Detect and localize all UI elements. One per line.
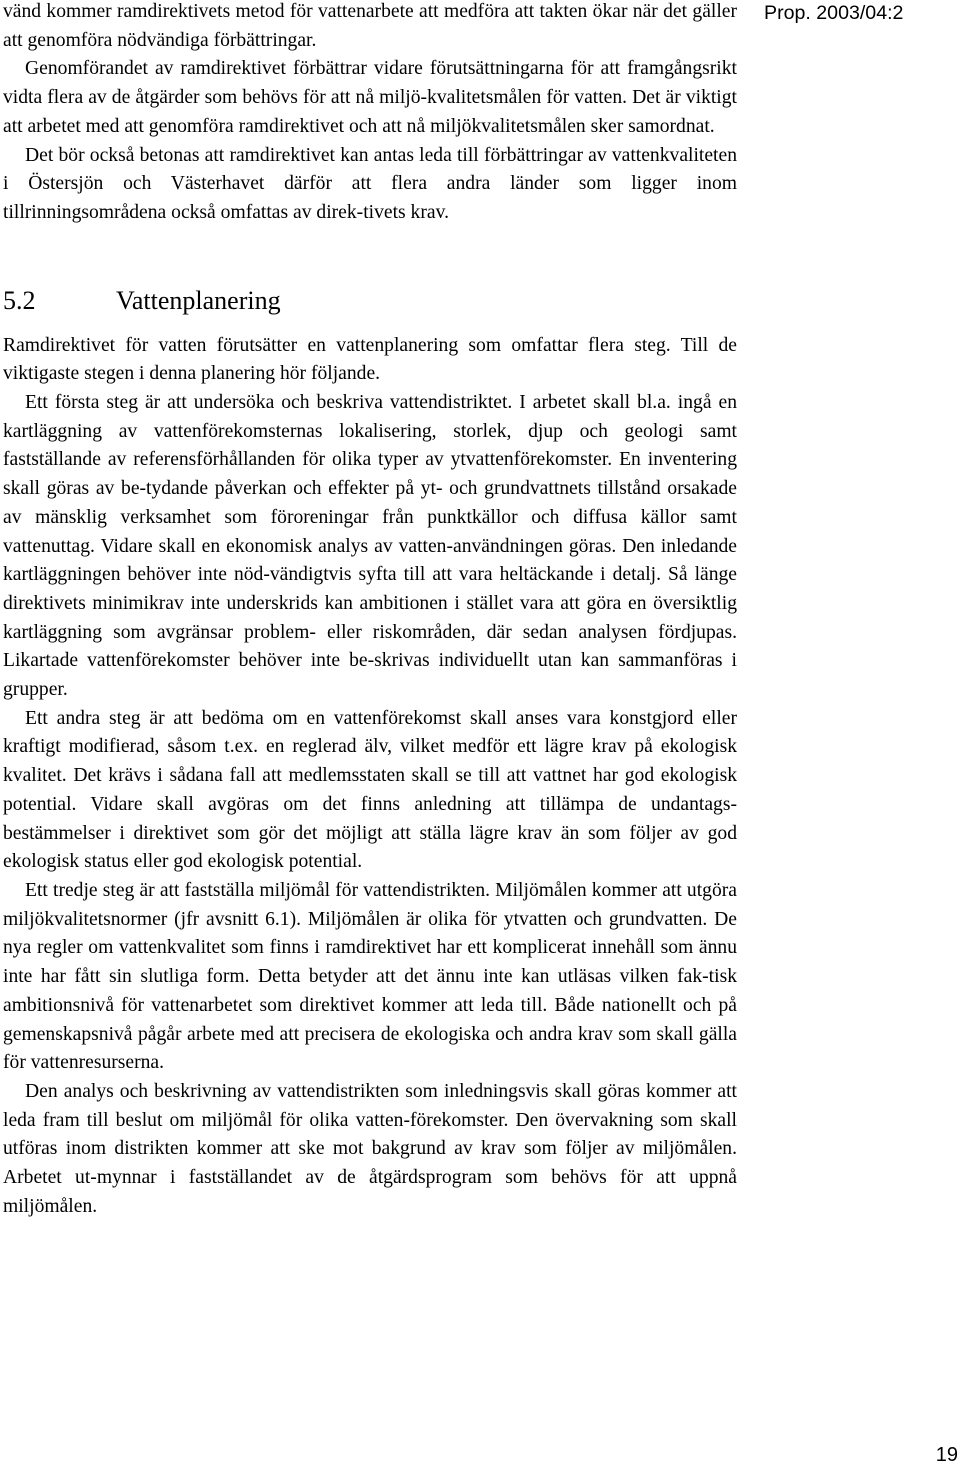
body-paragraph: vänd kommer ramdirektivets metod för vattenarbete att medföra att takten ökar när det gäller att genomföra nödvändiga förbättringar. (3, 1, 737, 51)
section-heading (3, 285, 737, 317)
section-paragraph: Ett andra steg är att bedöma om en vattenförekomst skall anses vara konstgjord eller kraftigt modifierad, såsom t.ex. en reglerad älv, vilket medför ett lägre krav på ekologisk kvalitet. Det krävs i sådana fall att medlemsstaten skall se till att vattnet har god ekologisk potential. Vidare skall avgöras om det finns anledning att tillämpa de undantags-bestämmelser i direktivet som gör det möjligt att ställa lägre krav än som följer av god ekologisk status eller god ekologisk potential. (3, 707, 737, 873)
section-paragraph: Ett första steg är att undersöka och beskriva vattendistriktet. I arbetet skall bl.a. ingå en kartläggning av vattenförekomsternas lokalisering, storlek, djup och geologi samt fastställande av referensförhållanden för olika typer av ytvattenförekomster. En inventering skall göras av be-tydande påverkan och effekter på yt- och grundvattnets tillstånd orsakade av mänsklig verksamhet som föroreningar från punktkällor och diffusa källor samt vattenuttag. Vidare skall en ekonomisk analys av vatten-användningen göras. Den inledande kartläggningen behöver inte nöd-vändigtvis syfta till att vara heltäckande i detalj. Så länge direktivets minimikrav inte underskrids kan ambitionen i stället vara att göra en översiktlig kartläggning som avgränsar problem- eller riskområden, där sedan analysen fördjupas. Likartade vattenförekomster behöver inte be-skrivas individuellt utan kan sammanföras i grupper. (3, 392, 737, 701)
section-paragraph: Ett tredje steg är att fastställa miljömål för vattendistrikten. Miljömålen kommer att utgöra miljökvalitetsnormer (jfr avsnitt 6.1). Miljömålen är olika för ytvatten och grundvatten. De nya regler om vattenkvalitet som finns i ramdirektivet har ett komplicerat innehåll som ännu inte har fått sin slutliga form. Detta betyder att det ännu inte kan utläsas vilken fak-tisk ambitionsnivå för vattenarbetet som direktivet kommer att leda till. Både nationellt och på gemenskapsnivå pågår arbete med att precisera de ekologiska och andra krav som skall gälla för vattenresurserna. (3, 879, 737, 1074)
body-paragraph: Det bör också betonas att ramdirektivet kan antas leda till förbättringar av vattenkvaliteten i Östersjön och Västerhavet därför att flera andra länder som ligger inom tillrinningsområdena också omfattas av direk-tivets krav. (3, 144, 737, 223)
margin-reference: Prop. 2003/04:2 (764, 2, 904, 24)
section-paragraph: Den analys och beskrivning av vattendistrikten som inledningsvis skall göras kommer att leda fram till beslut om miljömål för olika vatten-förekomster. Den övervakning som skall utföras inom distrikten kommer att ske mot bakgrund av krav som följer av miljömålen. Arbetet ut-mynnar i fastställandet av de åtgärdsprogram som behövs för att uppnå miljömålen. (3, 1080, 737, 1217)
section-paragraph: Ramdirektivet för vatten förutsätter en vattenplanering som omfattar flera steg. Till de viktigaste stegen i denna planering hör följande. (3, 334, 737, 385)
page-number: 19 (935, 1444, 958, 1466)
main-text-column (3, 0, 737, 1221)
section-number: 5.2 (3, 285, 36, 315)
section-title: Vattenplanering (116, 285, 281, 315)
body-paragraph: Genomförandet av ramdirektivet förbättrar vidare förutsättningarna för att framgångsrikt vidta flera av de åtgärder som behövs för att nå miljö-kvalitetsmålen för vatten. Det är viktigt att arbetet med att genomföra ramdirektivet och att nå miljökvalitetsmålen sker samordnat. (3, 58, 737, 137)
